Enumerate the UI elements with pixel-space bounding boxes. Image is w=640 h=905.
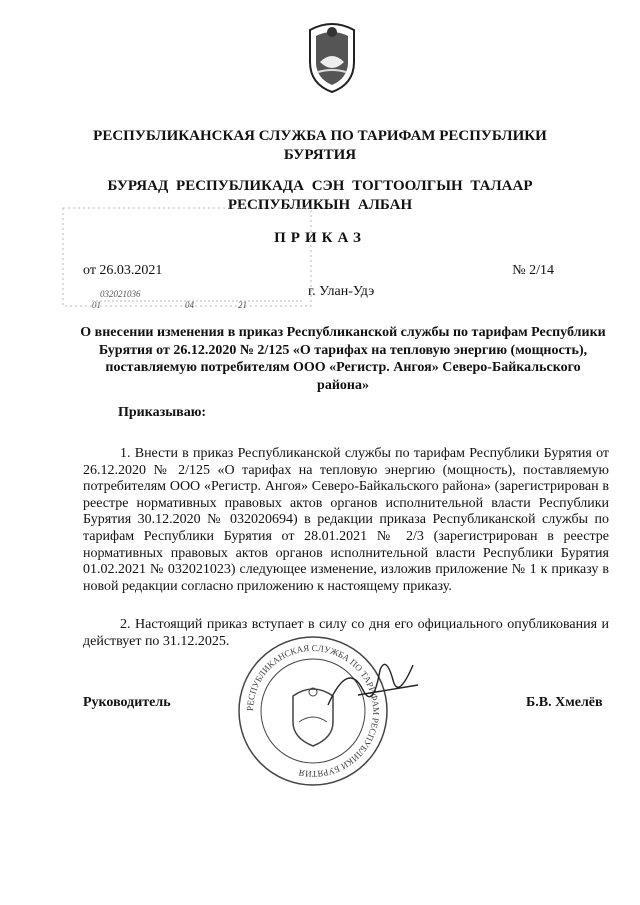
coat-of-arms-emblem — [302, 22, 362, 94]
document-type-heading: ПРИКАЗ — [274, 230, 366, 246]
agency-title-bur: БУРЯАД РЕСПУБЛИКАДА СЭН ТОГТООЛГЫН ТАЛААР РЕСПУБЛИКЫН АЛБАН — [107, 178, 533, 213]
registration-day: 01 — [92, 300, 101, 310]
paragraph-2: 2. Настоящий приказ вступает в силу со дня его официального опубликования и действует по 31.12.2025. — [83, 617, 609, 649]
signer-name: Б.В. Хмелёв — [526, 695, 603, 710]
paragraph-1: 1. Внести в приказ Республиканской службы по тарифам Республики Бурятия от 26.12.2020 № 2/125 «О тарифах на тепловую энергию (мощность), поставляемую потребителям ООО «Регистр. Ангоя» Северо-Байкальского района» (зарегистрирован в реестре нормативных правовых актов органов исполнительной власти Республики Бурятия 30.12.2020 № 032020694) в редакции приказа Республиканской службы по тарифам Республики Бурятия от 28.01.2021 № 2/3 (зарегистрирован в реестре нормативных правовых актов органов исполнительной власти Республики Бурятия 01.02.2021 № 032021023) следующее изменение, изложив приложение № 1 к приказу в новой редакции согласно приложению к настоящему приказу. — [83, 446, 609, 594]
order-word: Приказываю: — [118, 405, 207, 420]
signer-position: Руководитель — [83, 695, 171, 710]
document-subject: О внесении изменения в приказ Республиканской службы по тарифам Республики Бурятия от 26.12.2020 № 2/125 «О тарифах на тепловую энергию (мощность), поставляемую потребителям ООО «Регистр. Ангоя» Северо-Байкальского района» — [80, 325, 606, 393]
seal-ring-text: РЕСПУБЛИКАНСКАЯ СЛУЖБА ПО ТАРИФАМ РЕСПУБЛИКИ БУРЯТИЯ — [244, 642, 382, 780]
registration-number-handwritten: 032021036 — [100, 289, 141, 299]
document-number: № 2/14 — [512, 263, 554, 278]
document-date: от 26.03.2021 — [83, 263, 163, 278]
agency-title-ru: РЕСПУБЛИКАНСКАЯ СЛУЖБА ПО ТАРИФАМ РЕСПУБЛИКИ БУРЯТИЯ — [93, 128, 547, 163]
handwritten-signature — [318, 650, 428, 720]
registration-year: 21 — [238, 300, 247, 310]
document-city: г. Улан-Удэ — [308, 284, 375, 299]
registration-month: 04 — [185, 300, 194, 310]
